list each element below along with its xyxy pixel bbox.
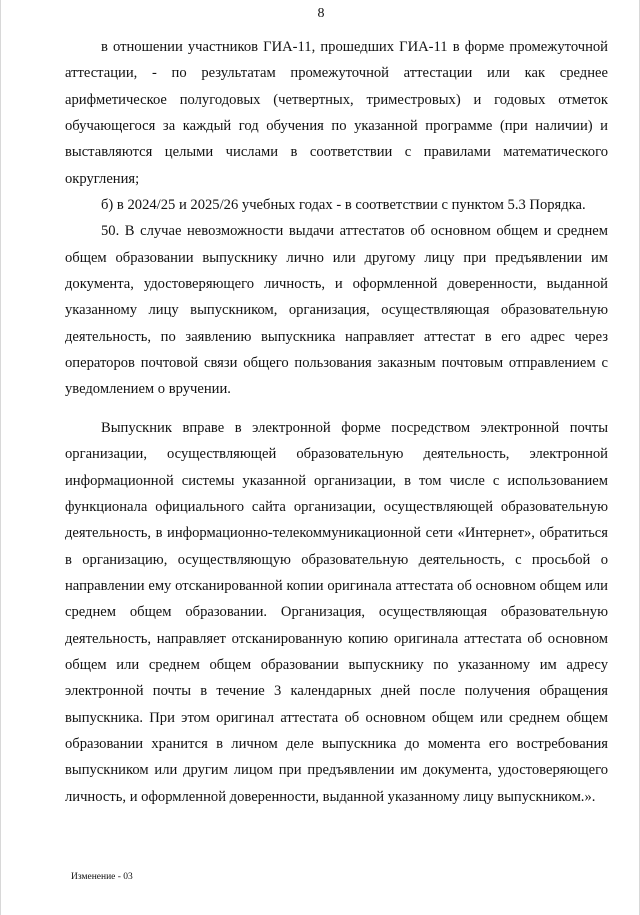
page-number: 8 [317, 6, 325, 21]
document-body [65, 34, 608, 810]
footer-note: Изменение - 03 [71, 872, 133, 882]
paragraph-continuation: в отношении участников ГИА-11, прошедших ГИА-11 в форме промежуточной аттестации, - по результатам промежуточной аттестации или как среднее арифметическое полугодовых (четвертных, триместровых) и годовых отметок обучающегося за каждый год обучения по указанной программе (при наличии) и выставляются целыми числами в соответствии с правилами математического округления; [65, 39, 608, 187]
paragraph-50: 50. В случае невозможности выдачи аттестатов об основном общем и среднем общем образовании выпускнику лично или другому лицу при предъявлении им документа, удостоверяющего личность, и оформленной доверенности, выданной указанному лицу выпускником, организация, осуществляющая образовательную деятельность, по заявлению выпускника направляет аттестат в его адрес через операторов почтовой связи общего пользования заказным почтовым отправлением с уведомлением о вручении. [65, 223, 608, 398]
paragraph-item-b: б) в 2024/25 и 2025/26 учебных годах - в соответствии с пунктом 5.3 Порядка. [101, 197, 586, 214]
paragraph-electronic-copy: Выпускник вправе в электронной форме посредством электронной почты организации, осуществляющей образовательную деятельность, электронной информационной системы указанной организации, в том числе с использованием функционала официального сайта организации, осуществляющей образовательную деятельность, в информационно-телекоммуникационной сети «Интернет», обратиться в организацию, осуществляющую образовательную деятельность, с просьбой о направлении ему отсканированной копии оригинала аттестата об основном общем или среднем общем образовании. Организация, осуществляющая образовательную деятельность, направляет отсканированную копию оригинала аттестата об основном общем или среднем общем образовании выпускнику по указанному им адресу электронной почты в течение 3 календарных дней после получения обращения выпускника. При этом оригинал аттестата об основном общем или среднем общем образовании хранится в личном деле выпускника до момента его востребования выпускником или другим лицом при предъявлении им документа, удостоверяющего личность, и оформленной доверенности, выданной указанному лицу выпускником.». [65, 419, 608, 805]
